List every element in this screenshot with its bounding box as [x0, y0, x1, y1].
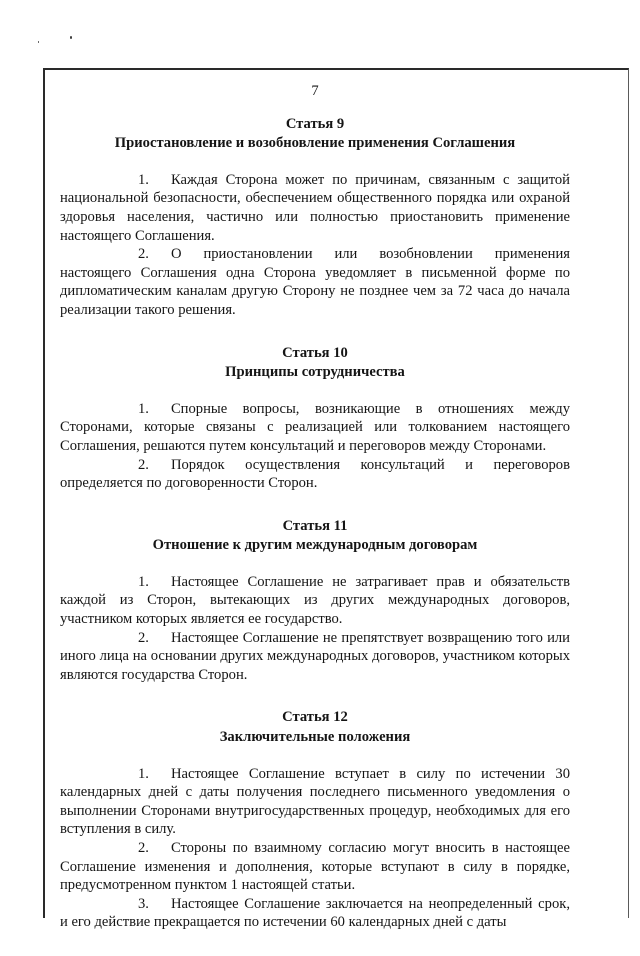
paragraph-text: Порядок осуществления консультаций и переговоров определяется по договоренности Сторон. [60, 456, 570, 492]
paragraph-number: 2. [138, 629, 149, 646]
paragraph [60, 765, 570, 839]
article-11 [60, 517, 570, 685]
paragraph-text: Настоящее Соглашение не препятствует возвращению того или иного лица на основании других международных договоров, участником которых являются государства Сторон. [60, 629, 570, 683]
article-title: Принципы сотрудничества [225, 364, 405, 381]
paragraph-text: Спорные вопросы, возникающие в отношениях между Сторонами, которые связаны с реализацией или толкованием настоящего Соглашения, решаются путем консультаций и переговоров между Сторонами. [60, 400, 570, 454]
paragraph-number: 1. [138, 765, 149, 782]
article-number: Статья 11 [282, 517, 348, 534]
paragraph [60, 245, 570, 319]
paragraph-text: Стороны по взаимному согласию могут вносить в настоящее Соглашение изменения и дополнения, которые вступают в силу в порядке, предусмотренном пунктом 1 настоящей статьи. [60, 840, 570, 894]
document-body [60, 82, 570, 956]
paragraph-number: 1. [138, 573, 149, 590]
paragraph [60, 895, 570, 932]
page-number: 7 [311, 83, 319, 99]
paragraph-text: Настоящее Соглашение вступает в силу по истечении 30 календарных дней с даты получения последнего письменного уведомления о выполнении Сторонами внутригосударственных процедур, необходимых для его вступления в силу. [60, 765, 570, 838]
article-number: Статья 12 [282, 709, 348, 726]
article-number: Статья 10 [282, 344, 348, 361]
paragraph-number: 2. [138, 246, 149, 263]
paragraph [60, 629, 570, 685]
paragraph [60, 839, 570, 895]
paragraph [60, 171, 570, 245]
article-10 [60, 344, 570, 493]
paragraph-number: 2. [138, 840, 149, 856]
paragraph [60, 456, 570, 493]
paragraph [60, 400, 570, 456]
paragraph-text: О приостановлении или возобновлении применения настоящего Соглашения одна Сторона уведомляет в письменной форме по дипломатическим каналам другую Сторону не позднее чем за 72 часа до начала реализации такого решения. [60, 246, 570, 318]
scan-speck [70, 36, 72, 39]
paragraph-number: 1. [138, 400, 149, 417]
article-title: Приостановление и возобновление применения Соглашения [114, 135, 516, 152]
paragraph-text: Настоящее Соглашение заключается на неопределенный срок, и его действие прекращается по истечении 60 календарных дней с даты [60, 895, 570, 931]
article-9 [60, 115, 570, 320]
paragraph [60, 573, 570, 629]
article-12 [60, 708, 570, 932]
scan-speck [38, 41, 39, 43]
article-title: Отношение к другим международным договорам [152, 537, 478, 554]
paragraph-number: 2. [138, 456, 149, 473]
paragraph-number: 1. [138, 171, 149, 188]
paragraph-text: Настоящее Соглашение не затрагивает прав и обязательств каждой из Сторон, вытекающих из других международных договоров, участником которых является ее государство. [60, 573, 570, 628]
paragraph-number: 3. [138, 895, 149, 912]
article-number: Статья 9 [285, 115, 345, 132]
paragraph-text: Каждая Сторона может по причинам, связанным с защитой национальной безопасности, обеспечением общественного порядка или охраной здоровья населения, частично или полностью приостановить применение настоящего Соглашения. [60, 171, 570, 244]
article-title: Заключительные положения [219, 729, 411, 746]
